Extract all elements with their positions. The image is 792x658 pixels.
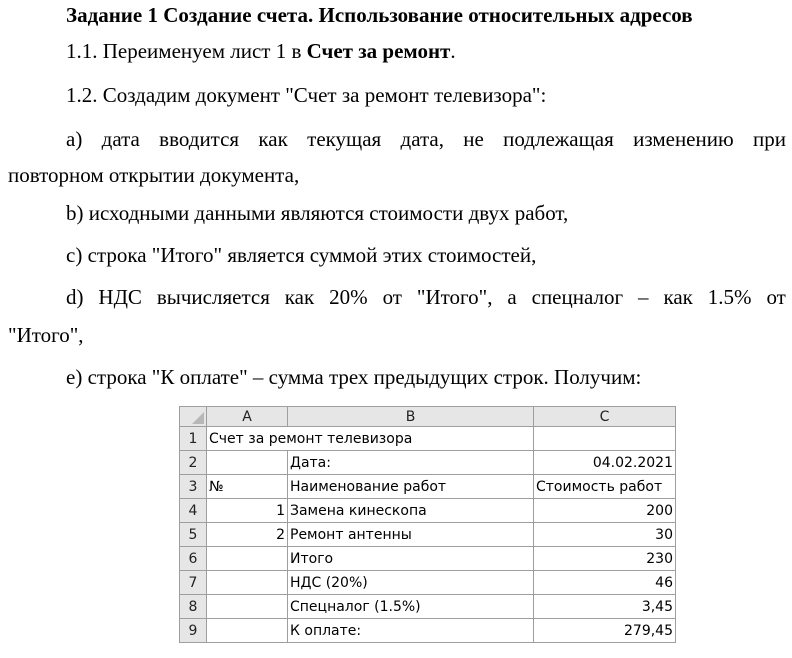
word: подлежащая	[503, 127, 614, 151]
cell-c[interactable]: Стоимость работ	[534, 475, 676, 499]
row-header[interactable]: 1	[180, 427, 207, 451]
column-header-row	[180, 407, 676, 427]
table-row	[180, 499, 676, 523]
cell-b[interactable]: Наименование работ	[288, 475, 534, 499]
word: вычисляется	[156, 285, 270, 309]
cell-c[interactable]: 04.02.2021	[534, 451, 676, 475]
word: не	[463, 127, 484, 151]
paragraph-1-1	[66, 38, 456, 64]
word: от	[766, 285, 786, 309]
table-row	[180, 523, 676, 547]
word: как	[284, 285, 315, 309]
cell-b[interactable]: К оплате:	[288, 619, 534, 643]
row-header[interactable]: 4	[180, 499, 207, 523]
cell-c[interactable]: 3,45	[534, 595, 676, 619]
p1-prefix: 1.1. Переименуем лист 1 в	[66, 39, 307, 63]
word: –	[638, 285, 649, 309]
word: как	[258, 127, 288, 151]
paragraph-1-2: 1.2. Создадим документ "Счет за ремонт телевизора":	[66, 83, 547, 107]
column-header-a[interactable]: A	[207, 407, 288, 427]
word: вводится	[159, 127, 240, 151]
word: текущая	[307, 127, 382, 151]
spreadsheet	[179, 406, 676, 643]
select-all-icon	[192, 412, 204, 424]
row-header[interactable]: 8	[180, 595, 207, 619]
cell-c[interactable]: 279,45	[534, 619, 676, 643]
cell-b[interactable]: Итого	[288, 547, 534, 571]
word: НДС	[98, 285, 142, 309]
word: дата,	[400, 127, 444, 151]
paragraph-d-line2: "Итого",	[8, 323, 84, 347]
cell-b[interactable]: Замена кинескопа	[288, 499, 534, 523]
cell-a[interactable]	[207, 595, 288, 619]
select-all-corner[interactable]	[180, 407, 207, 427]
word: изменению	[633, 127, 734, 151]
word: а)	[66, 127, 83, 151]
paragraph-d-line1	[66, 284, 786, 310]
cell-a[interactable]	[207, 451, 288, 475]
word: 1.5%	[707, 285, 752, 309]
cell-a[interactable]: Счет за ремонт телевизора	[207, 427, 534, 451]
cell-b[interactable]: НДС (20%)	[288, 571, 534, 595]
cell-a[interactable]: №	[207, 475, 288, 499]
cell-a[interactable]: 2	[207, 523, 288, 547]
row-header[interactable]: 2	[180, 451, 207, 475]
row-header[interactable]: 6	[180, 547, 207, 571]
paragraph-c: с) строка "Итого" является суммой этих стоимостей,	[66, 243, 537, 267]
task-heading: Задание 1 Создание счета. Использование относительных адресов	[66, 3, 693, 27]
column-header-b[interactable]: B	[288, 407, 534, 427]
word: дата	[101, 127, 140, 151]
word: как	[663, 285, 693, 309]
word: от	[382, 285, 402, 309]
cell-c[interactable]	[534, 427, 676, 451]
table-row	[180, 427, 676, 451]
row-header[interactable]: 5	[180, 523, 207, 547]
table-row	[180, 451, 676, 475]
cell-a[interactable]	[207, 619, 288, 643]
word: спецналог	[531, 285, 624, 309]
cell-a[interactable]: 1	[207, 499, 288, 523]
table-row	[180, 619, 676, 643]
word: d)	[66, 285, 84, 309]
word: а	[507, 285, 517, 309]
paragraph-a-line2: повторном открытии документа,	[8, 163, 300, 187]
cell-c[interactable]: 46	[534, 571, 676, 595]
word: 20%	[329, 285, 368, 309]
word: "Итого",	[416, 285, 493, 309]
cell-a[interactable]	[207, 547, 288, 571]
cell-b[interactable]: Дата:	[288, 451, 534, 475]
table-row	[180, 571, 676, 595]
table-row	[180, 547, 676, 571]
word: при	[752, 127, 786, 151]
row-header[interactable]: 7	[180, 571, 207, 595]
row-header[interactable]: 9	[180, 619, 207, 643]
paragraph-a-line1	[66, 126, 786, 152]
cell-c[interactable]: 30	[534, 523, 676, 547]
p1-suffix: .	[450, 39, 456, 63]
table-row	[180, 595, 676, 619]
cell-c[interactable]: 200	[534, 499, 676, 523]
cell-b[interactable]: Ремонт антенны	[288, 523, 534, 547]
table-row	[180, 475, 676, 499]
row-header[interactable]: 3	[180, 475, 207, 499]
cell-b[interactable]: Спецналог (1.5%)	[288, 595, 534, 619]
column-header-c[interactable]: C	[534, 407, 676, 427]
p1-bold: Счет за ремонт	[306, 39, 451, 63]
cell-c[interactable]: 230	[534, 547, 676, 571]
paragraph-b: b) исходными данными являются стоимости двух работ,	[66, 201, 569, 225]
cell-a[interactable]	[207, 571, 288, 595]
paragraph-e: е) строка "К оплате" – сумма трех предыдущих строк. Получим:	[66, 365, 642, 389]
